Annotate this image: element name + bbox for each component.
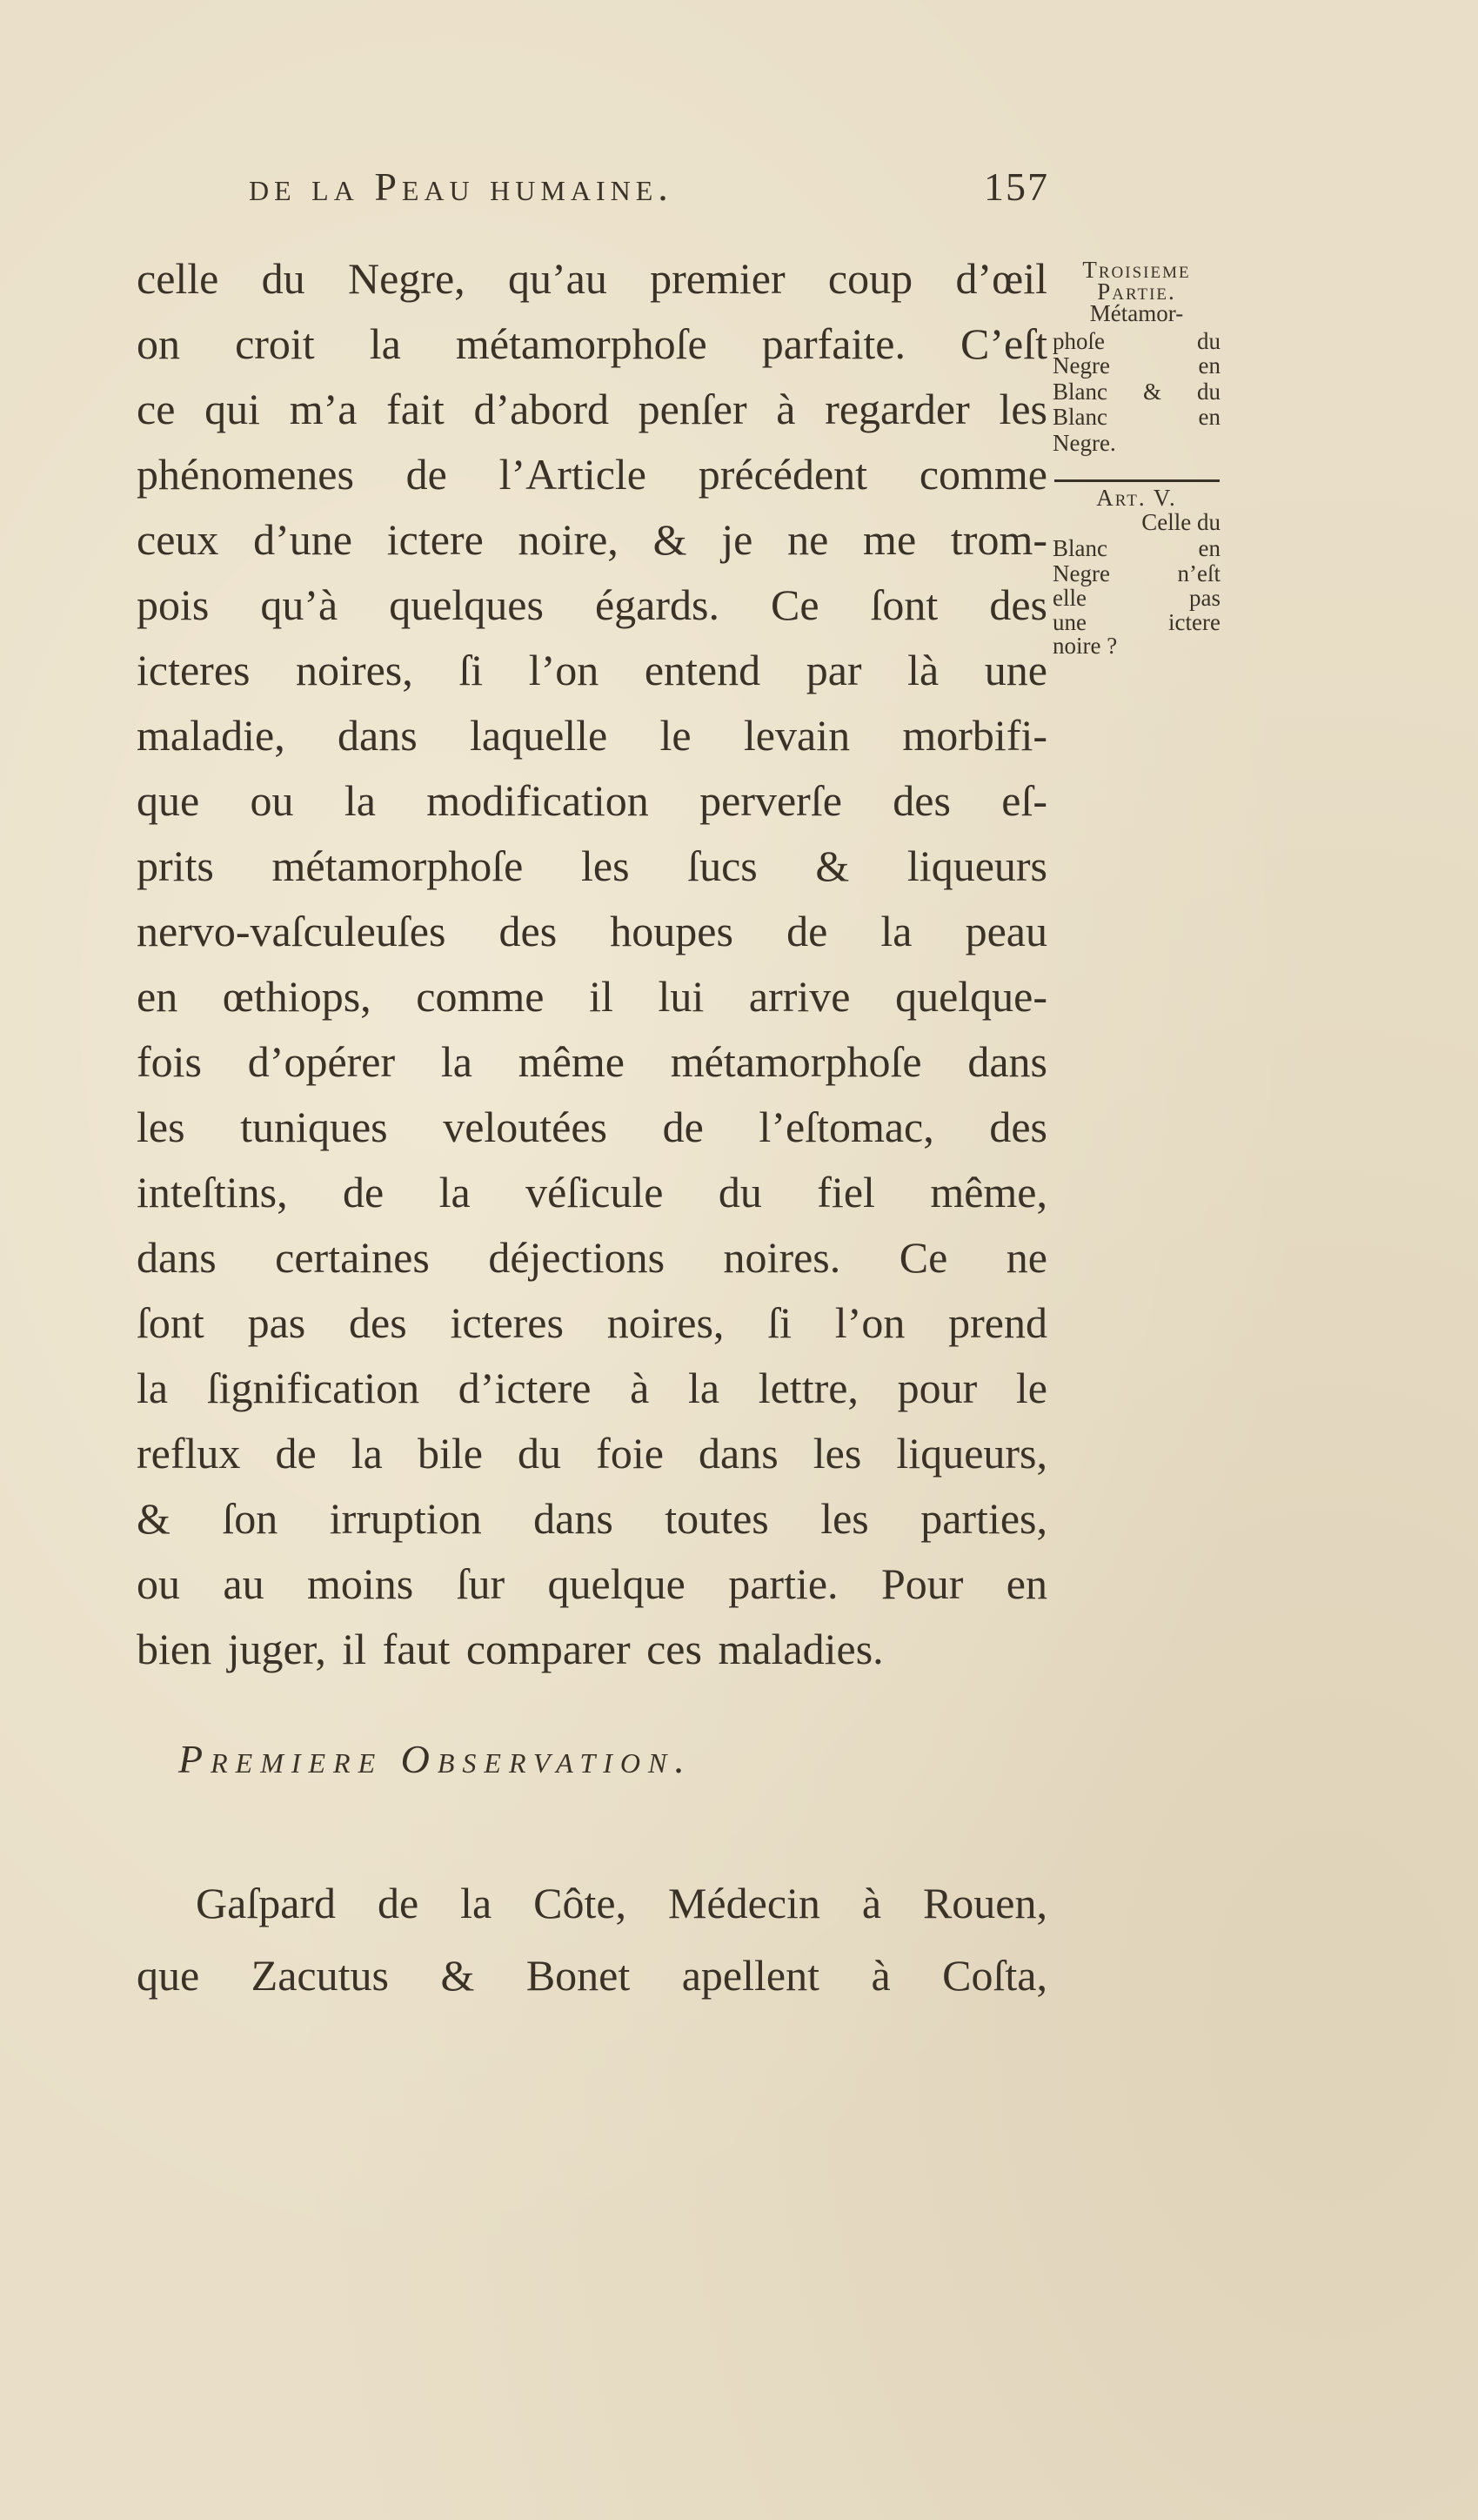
body-line: dans certaines déjections noires. Ce ne [137, 1233, 1047, 1282]
body-line: la ſignification d’ictere à la lettre, pour le [137, 1364, 1047, 1412]
margin-note-line: Blanc en [1053, 404, 1221, 430]
margin-note-line: Métamor- [1089, 300, 1184, 326]
margin-note-line: Negre en [1053, 352, 1221, 379]
body-line: & ſon irruption dans toutes les parties, [137, 1494, 1047, 1543]
running-head [249, 164, 1049, 210]
margin-note-line: elle pas [1053, 585, 1221, 611]
margin-note-line: noire ? [1053, 633, 1118, 659]
margin-note-line: phoſe du [1053, 328, 1221, 354]
body-line: pois qu’à quelques égards. Ce ſont des [137, 580, 1047, 629]
margin-note-line: Negre. [1053, 430, 1116, 456]
body-line: prits métamorphoſe les ſucs & liqueurs [137, 841, 1047, 890]
body-line: ou au moins ſur quelque partie. Pour en [137, 1559, 1047, 1608]
body-line: fois d’opérer la même métamorphoſe dans [137, 1037, 1047, 1086]
body-line: celle du Negre, qu’au premier coup d’œil [137, 254, 1047, 303]
running-head-title: de la Peau humaine. [249, 164, 673, 209]
body-line: maladie, dans laquelle le levain morbifi- [137, 711, 1047, 760]
body-line: on croit la métamorphoſe parfaite. C’eſt [137, 319, 1047, 368]
margin-note-line: Blanc en [1053, 535, 1221, 561]
margin-article-label: Art. V. [1096, 485, 1177, 511]
margin-note-line: Celle du [1141, 509, 1221, 535]
body-line: que Zacutus & Bonet apellent à Coſta, [137, 1951, 1047, 2000]
body-line: ſont pas des icteres noires, ſi l’on prend [137, 1298, 1047, 1347]
body-line: bien juger, il faut comparer ces maladies. [137, 1625, 884, 1673]
body-line: reflux de la bile du foie dans les liqueurs, [137, 1429, 1047, 1478]
margin-divider [1054, 479, 1220, 482]
margin-part-label: Troisieme [1082, 257, 1191, 283]
body-line: que ou la modification perverſe des eſ- [137, 776, 1047, 825]
section-heading: Premiere Observation. [178, 1737, 692, 1781]
margin-note-line: Negre n’eſt [1053, 560, 1221, 586]
margin-note-line: Blanc & du [1053, 379, 1221, 405]
body-line: en œthiops, comme il lui arrive quelque- [137, 972, 1047, 1021]
body-line: inteſtins, de la véſicule du fiel même, [137, 1168, 1047, 1216]
body-line: Gaſpard de la Côte, Médecin à Rouen, [196, 1879, 1047, 1927]
body-line: ce qui m’a fait d’abord penſer à regarder les [137, 385, 1047, 433]
body-line: les tuniques veloutées de l’eſtomac, des [137, 1102, 1047, 1151]
body-line: ceux d’une ictere noire, & je ne me trom- [137, 515, 1047, 564]
body-line: phénomenes de l’Article précédent comme [137, 450, 1047, 499]
body-line: icteres noires, ſi l’on entend par là une [137, 646, 1047, 694]
body-line: nervo-vaſculeuſes des houpes de la peau [137, 907, 1047, 955]
margin-note-line: une ictere [1053, 609, 1221, 635]
page-number: 157 [984, 164, 1049, 209]
margin-part-label: Partie. [1097, 278, 1176, 305]
